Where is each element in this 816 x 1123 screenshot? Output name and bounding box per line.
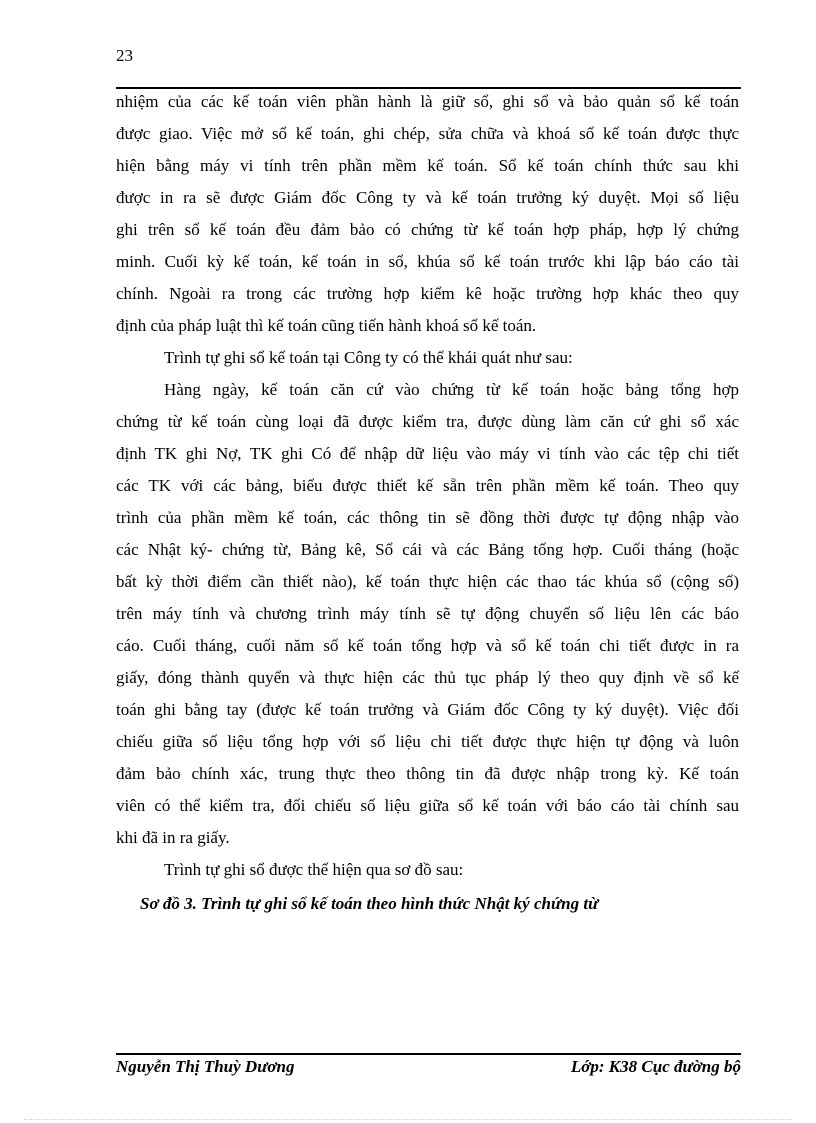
- paragraph-4: Trình tự ghi sổ được thể hiện qua sơ đồ sau:: [164, 860, 464, 879]
- page-number: 23: [116, 46, 133, 65]
- text-line: cáo. Cuối tháng, cuối năm sổ kế toán tổng hợp và sổ kế toán chi tiết được in ra: [116, 636, 739, 655]
- text-line: các Nhật ký- chứng từ, Bảng kê, Sổ cái và các Bảng tổng hợp. Cuối tháng (hoặc: [116, 540, 739, 559]
- text-line: định của pháp luật thì kế toán cũng tiến hành khoá sổ kế toán.: [116, 316, 537, 335]
- paragraph-1: [116, 86, 739, 342]
- text-line: hiện bằng máy vi tính trên phần mềm kế toán. Sổ kế toán chính thức sau khi: [116, 156, 739, 175]
- text-line: ghi trên sổ kế toán đều đảm bảo có chứng từ kế toán hợp pháp, hợp lý chứng: [116, 220, 739, 239]
- document-body: [116, 86, 739, 922]
- text-line: các TK với các bảng, biểu được thiết kế sẵn trên phần mềm kế toán. Theo quy: [116, 476, 739, 495]
- footer-rule: [116, 1053, 741, 1055]
- figure-caption: Sơ đồ 3. Trình tự ghi sổ kế toán theo hình thức Nhật ký chứng từ: [140, 894, 599, 913]
- text-line: trên máy tính và chương trình máy tính sẽ tự động chuyển số liệu lên các báo: [116, 604, 739, 623]
- text-line: minh. Cuối kỳ kế toán, kế toán in sổ, khúa sổ kế toán trước khi lập báo cáo tài: [116, 252, 739, 271]
- text-line: được giao. Việc mở sổ kế toán, ghi chép, sửa chữa và khoá sổ kế toán được thực: [116, 124, 739, 143]
- text-line: chính. Ngoài ra trong các trường hợp kiểm kê hoặc trường hợp khác theo quy: [116, 284, 739, 303]
- text-line: định TK ghi Nợ, TK ghi Có để nhập dữ liệu vào máy vi tính vào các tệp chi tiết: [116, 444, 739, 463]
- text-line: đảm bảo chính xác, trung thực theo thông tin đã được nhập trong kỳ. Kế toán: [116, 764, 739, 783]
- footer-author: Nguyễn Thị Thuỳ Dương: [116, 1057, 295, 1076]
- footer-class: Lớp: K38 Cục đường bộ: [570, 1057, 741, 1076]
- text-line: Hàng ngày, kế toán căn cứ vào chứng từ kế toán hoặc bảng tổng hợp: [164, 380, 739, 399]
- text-line: chiếu giữa số liệu tổng hợp với số liệu chi tiết được thực hiện tự động và luôn: [116, 732, 739, 751]
- text-line: giấy, đóng thành quyển và thực hiện các thủ tục pháp lý theo quy định về sổ kế: [116, 668, 739, 687]
- text-line: viên có thể kiểm tra, đối chiếu số liệu giữa sổ kế toán với báo cáo tài chính sau: [116, 796, 739, 815]
- text-line: bất kỳ thời điểm cần thiết nào), kế toán thực hiện các thao tác khúa sổ (cộng sổ): [116, 572, 739, 591]
- text-line: nhiệm của các kế toán viên phần hành là giữ sổ, ghi sổ và bảo quản sổ kế toán: [116, 92, 739, 111]
- text-line: chứng từ kế toán cùng loại đã được kiểm tra, được dùng làm căn cứ ghi sổ xác: [116, 412, 739, 431]
- paragraph-3: [116, 374, 739, 854]
- text-line: toán ghi bằng tay (được kế toán trưởng và Giám đốc Công ty ký duyệt). Việc đối: [116, 700, 739, 719]
- page-edge-divider: [24, 1119, 792, 1120]
- text-line: khi đã in ra giấy.: [116, 828, 230, 847]
- paragraph-2: Trình tự ghi sổ kế toán tại Công ty có thể khái quát như sau:: [164, 348, 573, 367]
- text-line: trình của phần mềm kế toán, các thông tin sẽ đồng thời được tự động nhập vào: [116, 508, 739, 527]
- text-line: được in ra sẽ được Giám đốc Công ty và kế toán trưởng ký duyệt. Mọi số liệu: [116, 188, 739, 207]
